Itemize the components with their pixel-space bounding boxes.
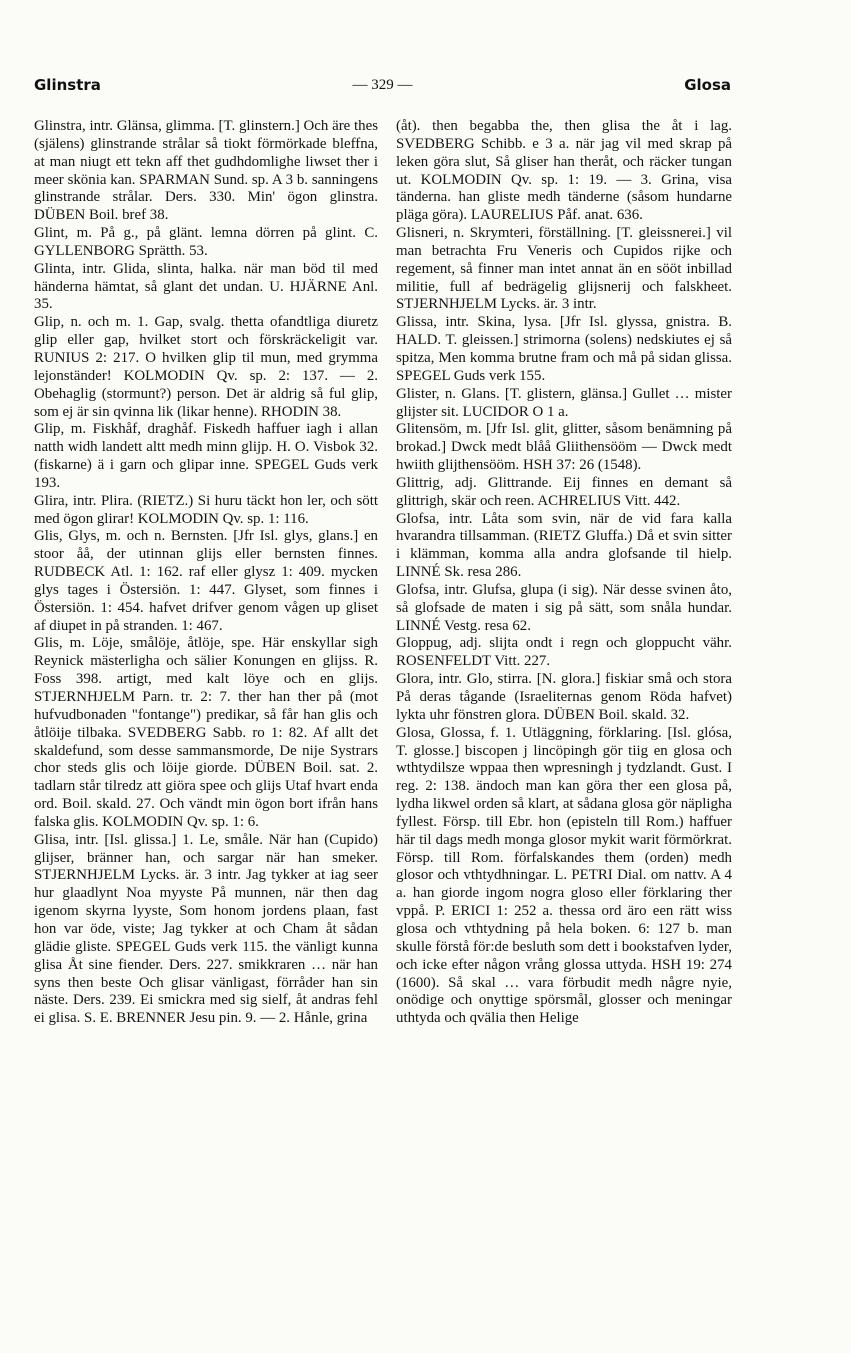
entry-glofsa-2: Glofsa, intr. Glufsa, glupa (i sig). När desse svinen åto, så glofsade de maten i sig på sätt, som snåla hundar. LINNÉ Vestg. resa 62. xyxy=(396,581,732,634)
entry-glister: Glister, n. Glans. [T. glistern, glänsa.] Gullet … mister glijster sit. LUCIDOR O 1 a. xyxy=(396,385,732,420)
column-gutter xyxy=(386,118,387,1198)
entry-glis-glys: Glis, Glys, m. och n. Bernsten. [Jfr Isl. glys, glans.] en stoor åå, der utinnan glijs eller bernsten finnes. RUDBECK Atl. 1: 162. raf eller glysz 1: 409. mycken glys tages i Östersiön. 1: 447. Glyset, som finnes i Östersiön. 1: 454. hafvet drifver genom vågen up gliset af diupet in på stranden. 1: 467. xyxy=(34,528,378,634)
entry-glinstra: Glinstra, intr. Glänsa, glimma. [T. glinstern.] Och äre thes (själens) glinstrande strålar så tiokt förmörkade bleffna, at man niugt ett tekn aff thet gudhdomlighe liwset ther i meer skönia kan. SPARMAN Sund. sp. A 3 b. sanningens glinstrande strålar. Ders. 330. Min' ögon glinstra. DÜBEN Boil. bref 38. xyxy=(34,118,378,224)
entry-glis: Glis, m. Löje, smålöje, åtlöje, spe. Här enskyllar sigh Reynick mästerligha och sälier Konungen en glijss. R. Foss 398. artigt, med kalt löye och en glijs. STJERNHJELM Parn. tr. 2: 7. ther han ther på (mot hufvudbonaden "fontange") predikar, så får han glis och åtlöije tilbaka. SVEDBERG Sabb. ro 1: 82. Af allt det skaldefund, som desse sammansmorde, De nije Systrars chor steds glis och löije giorde. DÜBEN Boil. sat. 2. tadlarn står tilredz att giöra spee och glijs Utaf hvart enda ord. Boil. skald. 27. Och vändt min ögon bort ifrån hans falska glis. KOLMODIN Qv. sp. 1: 6. xyxy=(34,635,378,830)
entry-glisa-cont: (åt). then begabba the, then glisa the åt i lag. SVEDBERG Schibb. e 3 a. när jag vil med skrap på leken göra slut, Så gliser han theråt, och räcker tungan ut. KOLMODIN Qv. sp. 1: 19. — 3. Grina, visa tänderna. han gliste medh tänderne (såsom hundarne pläga göra). LAURELIUS Påf. anat. 636. xyxy=(396,118,732,224)
entry-glissa: Glissa, intr. Skina, lysa. [Jfr Isl. glyssa, gnistra. B. HALD. T. gleissen.] strimorna (solens) nedskiutes ej så spitza, Men komma brutne fram och må på sidan glissa. SPEGEL Guds verk 155. xyxy=(396,314,732,384)
entry-glip-1: Glip, n. och m. 1. Gap, svalg. thetta ofandtliga diuretz glip eller gap, hvilket stort och förskräckeligit var. RUNIUS 2: 217. O hvilken glip til mun, med grymma lejonständer! KOLMODIN Qv. sp. 2: 137. — 2. Obehaglig (stormunt?) person. Det är aldrig så ful glip, som ej är sin qvinna lik (likar henne). RHODIN 38. xyxy=(34,314,378,420)
left-column xyxy=(34,118,378,1028)
entry-glira: Glira, intr. Plira. (RIETZ.) Si huru täckt hon ler, och sött med ögon glirar! KOLMODIN Qv. sp. 1: 116. xyxy=(34,492,378,527)
entry-glint: Glint, m. På g., på glänt. lemna dörren på glint. C. GYLLENBORG Sprätth. 53. xyxy=(34,225,378,259)
entry-glora: Glora, intr. Glo, stirra. [N. glora.] fiskiar små och stora På deras tågande (Israeliternas genom Röda hafvet) lykta uhr fönstren glora. DÜBEN Boil. skald. 32. xyxy=(396,671,732,723)
entry-glinta: Glinta, intr. Glida, slinta, halka. när man böd til med händerna hämtat, så glant det undan. U. HJÄRNE Anl. 35. xyxy=(34,260,378,313)
page-header xyxy=(34,76,731,100)
entry-glittrig: Glittrig, adj. Glittrande. Eij finnes en demant så glittrigh, skär och reen. ACHRELIUS Vitt. 442. xyxy=(396,474,732,509)
entry-glitensom: Glitensöm, m. [Jfr Isl. glit, glitter, såsom benämning på brokad.] Dwck medt blåå Gliithensööm — Dwck medt hwiith glijthensööm. HSH 37: 26 (1548). xyxy=(396,421,732,474)
entry-glisneri: Glisneri, n. Skrymteri, förställning. [T. gleissnerei.] vil man betrachta Fru Veneris och Cupidos rijke och regement, så finner man intet annat än en sööt inbillad militie, full af bedrägelig glijsnerij och falskheet. STJERNHJELM Lycks. är. 3 intr. xyxy=(396,225,732,313)
header-last-word: Glosa xyxy=(684,76,731,94)
page-number: — 329 — xyxy=(352,77,413,93)
right-column xyxy=(396,118,732,1028)
entry-gloppug: Gloppug, adj. slijta ondt i regn och gloppucht vähr. ROSENFELDT Vitt. 227. xyxy=(396,635,732,670)
header-first-word: Glinstra xyxy=(34,76,101,94)
entry-glofsa-1: Glofsa, intr. Låta som svin, när de vid fara kalla hvarandra tillsamman. (RIETZ Gluffa.) Då et svin sitter i klämman, komma alla andra glofsande til hielp. LINNÉ Sk. resa 286. xyxy=(396,510,732,581)
entry-glisa: Glisa, intr. [Isl. glissa.] 1. Le, småle. När han (Cupido) glijser, bränner han, och sargar när han smeker. STJERNHJELM Lycks. är. 3 intr. Jag tykker at iag seer hur glaadlynt Noa myyste På munnen, när then dag igenom skyrna lyyste, Som honom jordens plaan, fast hon var öde, viste; Jag tykker at och Cham åt sådan glädie gliste. SPEGEL Guds verk 115. the vänligt kunna glisa Åt sine fiender. Ders. 227. smikkraren … när han syns then beste Och glisar vänligast, förråder han sin näste. Ders. 239. Ei smickra med sig sielf, åt andras fehl ei glisa. S. E. BRENNER Jesu pin. 9. — 2. Hånle, grina xyxy=(34,831,378,1027)
entry-glosa: Glosa, Glossa, f. 1. Utläggning, förklaring. [Isl. glósa, T. glosse.] biscopen j lincöpingh gör tiig en glosa och wthtydilsze wppaa then wpresningh j tydzlandt. Gust. I reg. 2: 138. ändoch man kan göra ther een glosa på, lydha likwel orden så klart, at sådana glosa gör näpligha fyllest. Försp. till Ebr. hon (episteln till Rom.) haffuer här til dags medh monga glosor mykit warit förmörkrat. Försp. till Rom. förfalskandes them (orden) medh glosor och vthtydhningar. L. PETRI Dial. om nattv. A 4 a. han giorde ingom nogra gloso eller förklaring ther vppå. P. ERICI 1: 252 a. thessa ord äro een rätt wiss glosa och vthtydning på hela boken. 6: 127 b. man skulle förstå för:de besluth som dett i bookstafven lyder, och icke efter någon vrång glossa uttyda. HSH 19: 274 (1600). Så skal … vara förbudit medh någre nyie, onödige och onyttige spörsmål, glosser och meningar uthtyda och qvälia then Helige xyxy=(396,724,732,1027)
entry-glip-2: Glip, m. Fiskhåf, draghåf. Fiskedh haffuer iagh i allan natth widh landett altt medh minn glijp. H. O. Visbok 32. (fiskarne) ä i garn och glipar inne. SPEGEL Guds verk 193. xyxy=(34,421,378,491)
